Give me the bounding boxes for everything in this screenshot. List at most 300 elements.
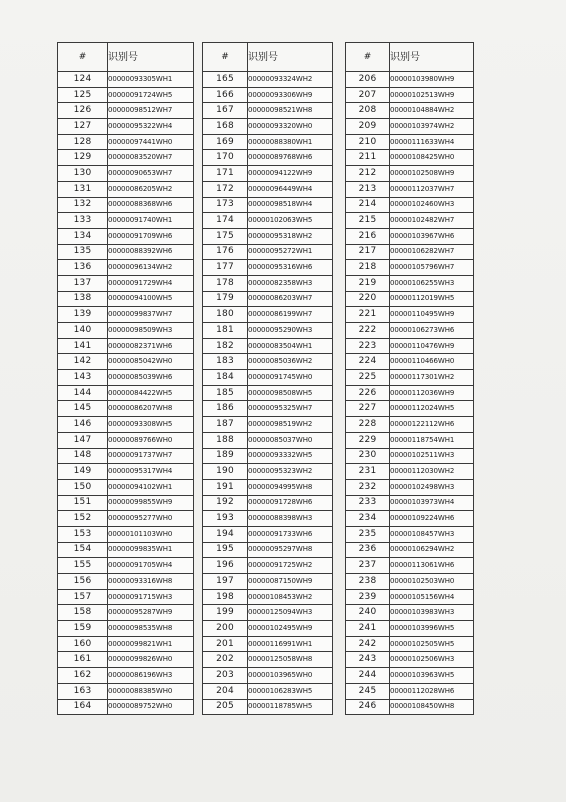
row-identifier: 00000089766WH0 [108,432,194,448]
row-identifier: 00000091724WH5 [108,87,194,103]
table-row [58,72,194,88]
row-number: 211 [346,150,390,166]
table-row [58,213,194,229]
table-row [346,134,474,150]
row-identifier: 00000085036WH2 [248,354,333,370]
row-identifier: 00000106294WH2 [390,542,474,558]
row-number: 125 [58,87,108,103]
row-identifier: 00000094995WH8 [248,479,333,495]
table-row [58,699,194,715]
table-row [346,228,474,244]
row-number: 132 [58,197,108,213]
row-identifier: 00000085042WH0 [108,354,194,370]
row-number: 195 [203,542,248,558]
table-row [346,213,474,229]
table-row [58,683,194,699]
row-number: 178 [203,275,248,291]
table-row [346,636,474,652]
row-identifier: 00000091715WH3 [108,589,194,605]
row-number: 124 [58,72,108,88]
table-row [203,370,333,386]
table-row [203,636,333,652]
table-row [58,291,194,307]
row-identifier: 00000093305WH1 [108,72,194,88]
row-identifier: 00000099821WH1 [108,636,194,652]
table-row [58,652,194,668]
row-number: 168 [203,119,248,135]
header-identifier: 识别号 [248,43,333,72]
row-number: 204 [203,683,248,699]
header-identifier: 识别号 [390,43,474,72]
row-identifier: 00000083520WH7 [108,150,194,166]
table-row [346,652,474,668]
table-row [58,464,194,480]
row-number: 171 [203,166,248,182]
table-row [203,385,333,401]
row-identifier: 00000095322WH4 [108,119,194,135]
table-row [346,72,474,88]
row-identifier: 00000108425WH0 [390,150,474,166]
row-number: 236 [346,542,390,558]
table-row [346,668,474,684]
table-row [346,166,474,182]
table-row [58,479,194,495]
table-row [203,275,333,291]
table-row [346,260,474,276]
row-number: 145 [58,401,108,417]
row-identifier: 00000091709WH6 [108,228,194,244]
table-row [346,370,474,386]
table-row [346,479,474,495]
table-row [346,683,474,699]
row-number: 149 [58,464,108,480]
row-number: 146 [58,417,108,433]
row-number: 135 [58,244,108,260]
table-row [203,621,333,637]
table-row [346,464,474,480]
row-number: 237 [346,558,390,574]
table-row [346,542,474,558]
header-number: # [346,43,390,72]
row-identifier: 00000096449WH4 [248,181,333,197]
table-row [203,574,333,590]
row-identifier: 00000102063WH5 [248,213,333,229]
row-number: 219 [346,275,390,291]
table-row [346,338,474,354]
row-number: 139 [58,307,108,323]
row-identifier: 00000111633WH4 [390,134,474,150]
table-row [346,621,474,637]
row-identifier: 00000095287WH9 [108,605,194,621]
table-row [346,589,474,605]
row-number: 244 [346,668,390,684]
row-number: 133 [58,213,108,229]
row-identifier: 00000086207WH8 [108,401,194,417]
table-row [203,542,333,558]
row-identifier: 00000083504WH1 [248,338,333,354]
row-identifier: 00000099855WH9 [108,495,194,511]
row-number: 186 [203,401,248,417]
table-row [58,526,194,542]
row-number: 206 [346,72,390,88]
row-number: 212 [346,166,390,182]
row-identifier: 00000091745WH0 [248,370,333,386]
row-identifier: 00000095318WH2 [248,228,333,244]
row-identifier: 00000104884WH2 [390,103,474,119]
row-identifier: 00000109224WH6 [390,511,474,527]
row-identifier: 00000108457WH3 [390,526,474,542]
row-number: 196 [203,558,248,574]
row-identifier: 00000106273WH6 [390,323,474,339]
row-identifier: 00000091740WH1 [108,213,194,229]
row-number: 214 [346,197,390,213]
row-number: 213 [346,181,390,197]
table-row [58,621,194,637]
table-header-row [58,43,194,72]
row-identifier: 00000095290WH3 [248,323,333,339]
row-number: 148 [58,448,108,464]
row-identifier: 00000098512WH7 [108,103,194,119]
row-number: 194 [203,526,248,542]
row-number: 223 [346,338,390,354]
row-number: 152 [58,511,108,527]
table-row [346,275,474,291]
row-number: 228 [346,417,390,433]
row-identifier: 00000097441WH0 [108,134,194,150]
table-row [203,150,333,166]
row-number: 128 [58,134,108,150]
row-number: 138 [58,291,108,307]
table-row [58,636,194,652]
row-number: 187 [203,417,248,433]
table-row [346,385,474,401]
row-number: 167 [203,103,248,119]
table-row [203,119,333,135]
row-number: 155 [58,558,108,574]
row-identifier: 00000086199WH7 [248,307,333,323]
row-identifier: 00000088368WH6 [108,197,194,213]
table-row [346,558,474,574]
table-row [58,197,194,213]
row-identifier: 00000112036WH9 [390,385,474,401]
row-number: 177 [203,260,248,276]
row-number: 169 [203,134,248,150]
row-identifier: 00000102511WH3 [390,448,474,464]
row-identifier: 00000098521WH8 [248,103,333,119]
table-row [58,448,194,464]
row-number: 230 [346,448,390,464]
table-row [203,448,333,464]
row-number: 227 [346,401,390,417]
row-identifier: 00000102505WH5 [390,636,474,652]
table-row [346,119,474,135]
header-number: # [58,43,108,72]
table-row [203,244,333,260]
table-row [203,479,333,495]
row-number: 141 [58,338,108,354]
table-row [346,417,474,433]
row-identifier: 00000095277WH0 [108,511,194,527]
row-number: 156 [58,574,108,590]
row-number: 143 [58,370,108,386]
row-identifier: 00000088392WH6 [108,244,194,260]
table-row [58,605,194,621]
row-number: 234 [346,511,390,527]
table-row [58,589,194,605]
row-number: 154 [58,542,108,558]
row-identifier: 00000117301WH2 [390,370,474,386]
row-identifier: 00000095317WH4 [108,464,194,480]
table-row [203,291,333,307]
table-row [58,370,194,386]
row-number: 239 [346,589,390,605]
row-identifier: 00000106283WH5 [248,683,333,699]
table-row [203,307,333,323]
row-identifier: 00000106282WH7 [390,244,474,260]
row-number: 221 [346,307,390,323]
row-number: 181 [203,323,248,339]
table-row [346,495,474,511]
row-number: 232 [346,479,390,495]
row-number: 131 [58,181,108,197]
table-row [346,432,474,448]
row-number: 216 [346,228,390,244]
row-identifier: 00000118754WH1 [390,432,474,448]
row-number: 201 [203,636,248,652]
row-identifier: 00000082371WH6 [108,338,194,354]
row-number: 190 [203,464,248,480]
table-row [58,323,194,339]
table-row [58,558,194,574]
row-number: 184 [203,370,248,386]
table-row [203,72,333,88]
row-number: 161 [58,652,108,668]
table-row [203,354,333,370]
row-identifier: 00000099835WH1 [108,542,194,558]
row-identifier: 00000093320WH0 [248,119,333,135]
table-row [58,511,194,527]
table-row [346,181,474,197]
row-number: 142 [58,354,108,370]
row-number: 144 [58,385,108,401]
table-row [58,166,194,182]
row-identifier: 00000103983WH3 [390,605,474,621]
table-header-row [203,43,333,72]
table-row [203,495,333,511]
row-number: 231 [346,464,390,480]
row-identifier: 00000094102WH1 [108,479,194,495]
table-row [58,87,194,103]
row-number: 208 [346,103,390,119]
table-row [203,511,333,527]
row-number: 164 [58,699,108,715]
row-number: 243 [346,652,390,668]
table-row [346,291,474,307]
row-identifier: 00000108453WH2 [248,589,333,605]
table-row [203,87,333,103]
row-number: 242 [346,636,390,652]
row-identifier: 00000098535WH8 [108,621,194,637]
table-row [346,307,474,323]
row-identifier: 00000106255WH3 [390,275,474,291]
row-identifier: 00000094100WH5 [108,291,194,307]
table-row [346,605,474,621]
row-identifier: 00000103967WH6 [390,228,474,244]
table-row [58,401,194,417]
row-identifier: 00000103963WH5 [390,668,474,684]
table-row [203,338,333,354]
row-number: 226 [346,385,390,401]
row-number: 180 [203,307,248,323]
row-number: 137 [58,275,108,291]
table-row [58,668,194,684]
row-number: 129 [58,150,108,166]
row-identifier: 00000105156WH4 [390,589,474,605]
row-identifier: 00000090653WH7 [108,166,194,182]
table-row [58,181,194,197]
row-identifier: 00000085039WH6 [108,370,194,386]
row-number: 162 [58,668,108,684]
row-number: 182 [203,338,248,354]
row-number: 130 [58,166,108,182]
row-identifier: 00000103974WH2 [390,119,474,135]
table-row [346,244,474,260]
row-identifier: 00000112024WH5 [390,401,474,417]
id-table-2 [202,42,333,715]
table-row [58,338,194,354]
row-identifier: 00000101103WH0 [108,526,194,542]
row-number: 215 [346,213,390,229]
table-row [203,558,333,574]
row-identifier: 00000112019WH5 [390,291,474,307]
row-identifier: 00000102498WH3 [390,479,474,495]
table-row [346,401,474,417]
table-row [58,244,194,260]
row-number: 210 [346,134,390,150]
row-number: 203 [203,668,248,684]
row-identifier: 00000093306WH9 [248,87,333,103]
row-number: 207 [346,87,390,103]
row-identifier: 00000088398WH3 [248,511,333,527]
table-row [346,699,474,715]
row-identifier: 00000095316WH6 [248,260,333,276]
table-row [346,511,474,527]
row-number: 225 [346,370,390,386]
table-row [58,228,194,244]
row-identifier: 00000095272WH1 [248,244,333,260]
row-identifier: 00000110476WH9 [390,338,474,354]
row-number: 165 [203,72,248,88]
row-identifier: 00000112037WH7 [390,181,474,197]
table-row [203,323,333,339]
row-identifier: 00000098518WH4 [248,197,333,213]
row-number: 179 [203,291,248,307]
table-row [203,605,333,621]
row-number: 140 [58,323,108,339]
row-number: 151 [58,495,108,511]
row-identifier: 00000112030WH2 [390,464,474,480]
row-identifier: 00000102503WH0 [390,574,474,590]
row-identifier: 00000085037WH0 [248,432,333,448]
row-number: 174 [203,213,248,229]
table-row [346,87,474,103]
row-number: 188 [203,432,248,448]
table-row [203,213,333,229]
row-identifier: 00000112028WH6 [390,683,474,699]
table-row [58,134,194,150]
row-identifier: 00000102506WH3 [390,652,474,668]
row-identifier: 00000102513WH9 [390,87,474,103]
row-identifier: 00000108450WH8 [390,699,474,715]
row-identifier: 00000096134WH2 [108,260,194,276]
row-identifier: 00000091729WH4 [108,275,194,291]
row-identifier: 00000091725WH2 [248,558,333,574]
table-row [346,150,474,166]
row-number: 246 [346,699,390,715]
row-identifier: 00000105796WH7 [390,260,474,276]
row-identifier: 00000091737WH7 [108,448,194,464]
row-identifier: 00000098519WH2 [248,417,333,433]
row-number: 224 [346,354,390,370]
table-row [203,401,333,417]
table-row [346,574,474,590]
row-identifier: 00000086205WH2 [108,181,194,197]
row-identifier: 00000094122WH9 [248,166,333,182]
row-identifier: 00000102482WH7 [390,213,474,229]
row-number: 183 [203,354,248,370]
table-row [58,103,194,119]
row-identifier: 00000125058WH8 [248,652,333,668]
row-number: 153 [58,526,108,542]
table-row [346,197,474,213]
row-identifier: 00000098509WH3 [108,323,194,339]
header-identifier: 识别号 [108,43,194,72]
table-row [58,574,194,590]
table-row [58,542,194,558]
row-identifier: 00000093308WH5 [108,417,194,433]
row-identifier: 00000095325WH7 [248,401,333,417]
row-number: 173 [203,197,248,213]
row-number: 172 [203,181,248,197]
row-identifier: 00000110495WH9 [390,307,474,323]
row-number: 136 [58,260,108,276]
row-identifier: 00000098508WH5 [248,385,333,401]
row-identifier: 00000118785WH5 [248,699,333,715]
table-row [58,385,194,401]
row-identifier: 00000103980WH9 [390,72,474,88]
row-identifier: 00000099837WH7 [108,307,194,323]
row-number: 170 [203,150,248,166]
table-row [203,464,333,480]
row-identifier: 00000089752WH0 [108,699,194,715]
table-row [58,119,194,135]
row-number: 159 [58,621,108,637]
row-identifier: 00000095297WH8 [248,542,333,558]
row-number: 240 [346,605,390,621]
table-row [203,432,333,448]
row-number: 198 [203,589,248,605]
row-number: 126 [58,103,108,119]
table-header-row [346,43,474,72]
row-identifier: 00000103973WH4 [390,495,474,511]
table-row [58,432,194,448]
table-row [203,589,333,605]
table-row [58,354,194,370]
row-number: 217 [346,244,390,260]
row-number: 200 [203,621,248,637]
row-identifier: 00000103996WH5 [390,621,474,637]
table-row [346,448,474,464]
